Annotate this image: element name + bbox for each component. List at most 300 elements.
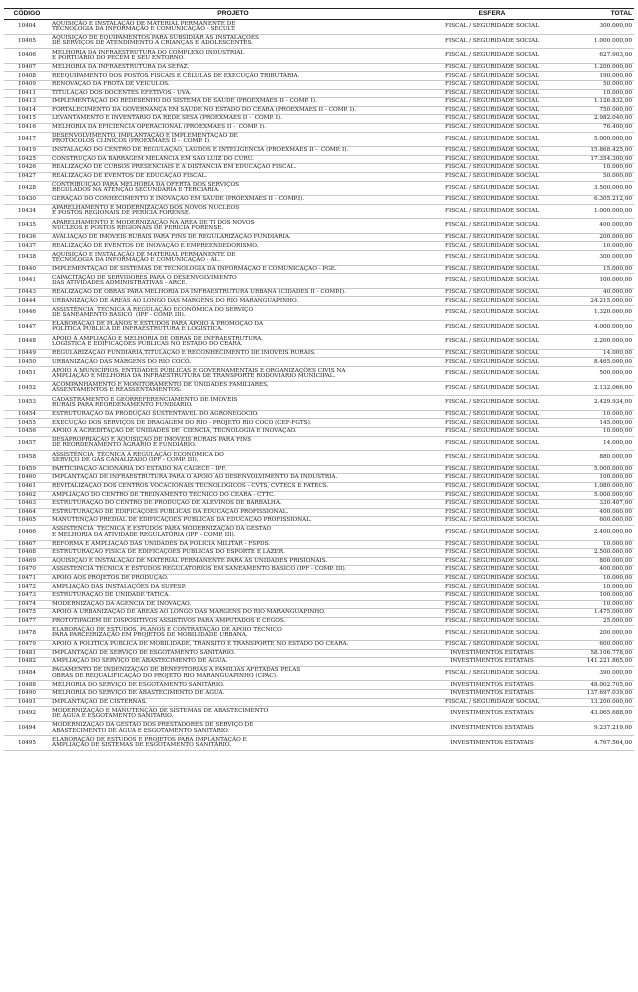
row-sphere: FISCAL / SEGURIDADE SOCIAL xyxy=(416,592,568,601)
row-sphere: FISCAL / SEGURIDADE SOCIAL xyxy=(416,49,568,64)
row-project: MELHORIA DA INFRAESTRUTURA DO COMPLEXO INDUSTRIAL E PORTUÁRIO DO PECÉM E SEU ENTORNO. xyxy=(50,49,416,64)
row-code: 10419 xyxy=(4,147,50,156)
table-row xyxy=(4,251,634,266)
table-row xyxy=(4,658,634,667)
row-code: 10448 xyxy=(4,335,50,350)
row-sphere: FISCAL / SEGURIDADE SOCIAL xyxy=(416,80,568,89)
row-project: FORTALECIMENTO DA GOVERNANÇA EM SAÚDE NO ESTADO DO CEARÁ (PROEXMAES II - COMP. I). xyxy=(50,106,416,115)
row-code: 10495 xyxy=(4,736,50,751)
row-total: 10.000,00 xyxy=(568,410,634,419)
row-sphere: FISCAL / SEGURIDADE SOCIAL xyxy=(416,367,568,382)
row-sphere: FISCAL / SEGURIDADE SOCIAL xyxy=(416,63,568,72)
row-total: 10.000,00 xyxy=(568,427,634,436)
row-total: 3.500.000,00 xyxy=(568,181,634,196)
row-sphere: FISCAL / SEGURIDADE SOCIAL xyxy=(416,525,568,540)
projects-table xyxy=(4,8,634,751)
row-total: 24.215.000,00 xyxy=(568,297,634,306)
table-row xyxy=(4,181,634,196)
row-project: DESENVOLVIMENTO, IMPLANTAÇÃO E IMPLEMENTAÇÃO DE PROTOCOLOS CLÍNICOS (PROEXMAES II - COMP. I). xyxy=(50,132,416,147)
row-project: MANUTENÇÃO PREDIAL DE EDIFICAÇÕES PÚBLICAS DA EDUCAÇÃO PROFISSIONAL. xyxy=(50,517,416,526)
row-total: 4.000.000,00 xyxy=(568,320,634,335)
table-row xyxy=(4,123,634,132)
row-code: 10438 xyxy=(4,251,50,266)
table-row xyxy=(4,626,634,641)
row-code: 10450 xyxy=(4,358,50,367)
row-total: 10.000,00 xyxy=(568,164,634,173)
row-project: MELHORIA DO SERVIÇO DE ESGOTAMENTO SANITÁRIO. xyxy=(50,681,416,690)
row-sphere: FISCAL / SEGURIDADE SOCIAL xyxy=(416,641,568,650)
row-total: 2.982.040,00 xyxy=(568,115,634,124)
row-project: AQUISIÇÃO E INSTALAÇÃO DE MATERIAL PERMANENTE DE TECNOLOGIA DA INFORMAÇÃO E COMUNICAÇÃO - SECULT. xyxy=(50,20,416,35)
row-sphere: FISCAL / SEGURIDADE SOCIAL xyxy=(416,465,568,474)
row-total: 330.407,00 xyxy=(568,500,634,509)
row-total: 750.000,00 xyxy=(568,106,634,115)
table-row xyxy=(4,20,634,35)
row-code: 10437 xyxy=(4,242,50,251)
row-project: CONTRIBUIÇÃO PARA MELHORIA DA OFERTA DOS SERVIÇOS REGULADOS NA ATENÇÃO SECUNDÁRIA E TERCIÁRIA. xyxy=(50,181,416,196)
row-sphere: FISCAL / SEGURIDADE SOCIAL xyxy=(416,233,568,242)
table-row xyxy=(4,381,634,396)
row-sphere: FISCAL / SEGURIDADE SOCIAL xyxy=(416,320,568,335)
row-code: 10426 xyxy=(4,164,50,173)
table-row xyxy=(4,592,634,601)
row-total: 390.000,00 xyxy=(568,666,634,681)
table-row xyxy=(4,49,634,64)
table-row xyxy=(4,690,634,699)
row-code: 10406 xyxy=(4,49,50,64)
row-project: GERAÇÃO DO CONHECIMENTO E INOVAÇÃO EM SAÚDE (PROEXMAES II - COMP.I). xyxy=(50,196,416,205)
row-project: ESTRUTURAÇÃO DO CENTRO DE PRODUÇÃO DE ALEVINOS DE BARBALHA. xyxy=(50,500,416,509)
row-sphere: FISCAL / SEGURIDADE SOCIAL xyxy=(416,540,568,549)
row-sphere: FISCAL / SEGURIDADE SOCIAL xyxy=(416,20,568,35)
row-total: 300.000,00 xyxy=(568,251,634,266)
row-sphere: FISCAL / SEGURIDADE SOCIAL xyxy=(416,451,568,466)
table-row xyxy=(4,34,634,49)
row-project: MODERNIZAÇÃO E MANUTENÇÃO DE SISTEMAS DE ABASTECIMENTO DE ÁGUA E ESGOTAMENTO SANITÁRIO. xyxy=(50,707,416,722)
row-project: ASSISTÊNCIA TÉCNICA À REGULAÇÃO ECONÔMICA DO SERVIÇO DE GÁS CANALIZADO (IPF - COMP. III). xyxy=(50,451,416,466)
row-project: RENOVAÇÃO DA FROTA DE VEÍCULOS. xyxy=(50,80,416,89)
row-code: 10477 xyxy=(4,617,50,626)
row-code: 10453 xyxy=(4,396,50,411)
table-row xyxy=(4,306,634,321)
table-row xyxy=(4,500,634,509)
table-row xyxy=(4,89,634,98)
table-row xyxy=(4,574,634,583)
row-sphere: FISCAL / SEGURIDADE SOCIAL xyxy=(416,288,568,297)
row-project: ELABORAÇÃO DE ESTUDOS E PROJETOS PARA IMPLANTAÇÃO E AMPLIAÇÃO DE SISTEMAS DE ESGOTAMENTO SANITÁRIO. xyxy=(50,736,416,751)
row-total: 1.320.000,00 xyxy=(568,306,634,321)
row-sphere: FISCAL / SEGURIDADE SOCIAL xyxy=(416,482,568,491)
table-row xyxy=(4,410,634,419)
row-sphere: FISCAL / SEGURIDADE SOCIAL xyxy=(416,626,568,641)
row-code: 10449 xyxy=(4,349,50,358)
row-code: 10478 xyxy=(4,626,50,641)
table-row xyxy=(4,491,634,500)
row-total: 1.080.000,00 xyxy=(568,482,634,491)
row-total: 2.400.000,00 xyxy=(568,525,634,540)
row-project: MODERNIZAÇÃO DA GESTÃO DOS PRESTADORES DE SERVIÇO DE ABASTECIMENTO DE ÁGUA E ESGOTAMENTO SANITÁRIO. xyxy=(50,721,416,736)
row-project: ESTRUTURAÇÃO DA PRODUÇÃO SUSTENTÁVEL DO AGRONEGÓCIO. xyxy=(50,410,416,419)
row-project: AMPLIAÇÃO DAS INSTALAÇÕES DA SUPESP. xyxy=(50,583,416,592)
table-row xyxy=(4,265,634,274)
row-code: 10470 xyxy=(4,566,50,575)
row-sphere: FISCAL / SEGURIDADE SOCIAL xyxy=(416,196,568,205)
table-row xyxy=(4,164,634,173)
row-sphere: FISCAL / SEGURIDADE SOCIAL xyxy=(416,306,568,321)
row-total: 2.132.066,00 xyxy=(568,381,634,396)
row-sphere: FISCAL / SEGURIDADE SOCIAL xyxy=(416,219,568,234)
row-project: REALIZAÇÃO DE OBRAS PARA MELHORIA DA INFRAESTRUTURA URBANA (CIDADES II - COMP.I). xyxy=(50,288,416,297)
row-sphere: FISCAL / SEGURIDADE SOCIAL xyxy=(416,115,568,124)
table-row xyxy=(4,297,634,306)
table-row xyxy=(4,196,634,205)
row-code: 10435 xyxy=(4,219,50,234)
row-project: TITULAÇÃO DOS DOCENTES EFETIVOS - UVA. xyxy=(50,89,416,98)
table-header-row xyxy=(4,9,634,20)
table-row xyxy=(4,72,634,81)
row-code: 10492 xyxy=(4,707,50,722)
row-project: ESTRUTURAÇÃO DE EDIFICAÇÕES PÚBLICAS DA EDUCAÇÃO PROFISSIONAL. xyxy=(50,508,416,517)
row-project: REGULARIZAÇÃO FUNDIÁRIA,TITULAÇÃO E RECONHECIMENTO DE IMÓVEIS RURAIS. xyxy=(50,349,416,358)
row-sphere: FISCAL / SEGURIDADE SOCIAL xyxy=(416,98,568,107)
row-code: 10455 xyxy=(4,419,50,428)
row-code: 10427 xyxy=(4,172,50,181)
row-sphere: FISCAL / SEGURIDADE SOCIAL xyxy=(416,474,568,483)
row-code: 10491 xyxy=(4,698,50,707)
row-project: APOIO AOS PROJETOS DE PRODUÇÃO. xyxy=(50,574,416,583)
row-total: 200.000,00 xyxy=(568,626,634,641)
row-total: 4.767.564,00 xyxy=(568,736,634,751)
row-total: 627.903,00 xyxy=(568,49,634,64)
table-row xyxy=(4,436,634,451)
row-sphere: FISCAL / SEGURIDADE SOCIAL xyxy=(416,381,568,396)
row-sphere: INVESTIMENTOS ESTATAIS xyxy=(416,681,568,690)
row-project: ASSISTÊNCIA TÉCNICA À REGULAÇÃO ECONÔMICA DO SERVIÇO DE SANEAMENTO BÁSICO (IPF - COMP. III). xyxy=(50,306,416,321)
row-total: 6.305.212,00 xyxy=(568,196,634,205)
table-row xyxy=(4,525,634,540)
row-code: 10484 xyxy=(4,666,50,681)
row-total: 400.000,00 xyxy=(568,508,634,517)
row-project: ESTRUTURAÇÃO DE UNIDADE TÁTICA. xyxy=(50,592,416,601)
row-project: CAPACITAÇÃO DE SERVIDORES PARA O DESENVOLVIMENTO DAS ATIVIDADES ADMINISTRATIVAS - ARCE. xyxy=(50,274,416,289)
header-project: PROJETO xyxy=(50,9,416,20)
row-sphere: INVESTIMENTOS ESTATAIS xyxy=(416,649,568,658)
row-sphere: FISCAL / SEGURIDADE SOCIAL xyxy=(416,335,568,350)
row-sphere: INVESTIMENTOS ESTATAIS xyxy=(416,707,568,722)
row-sphere: FISCAL / SEGURIDADE SOCIAL xyxy=(416,72,568,81)
row-total: 100.000,00 xyxy=(568,274,634,289)
row-sphere: FISCAL / SEGURIDADE SOCIAL xyxy=(416,181,568,196)
row-total: 800.000,00 xyxy=(568,557,634,566)
row-code: 10490 xyxy=(4,690,50,699)
row-project: REEQUIPAMENTO DOS POSTOS FISCAIS E CÉLULAS DE EXECUÇÃO TRIBUTÁRIA. xyxy=(50,72,416,81)
row-code: 10464 xyxy=(4,508,50,517)
row-sphere: FISCAL / SEGURIDADE SOCIAL xyxy=(416,172,568,181)
row-code: 10479 xyxy=(4,641,50,650)
row-total: 137.697.039,00 xyxy=(568,690,634,699)
row-project: AQUISIÇÃO E INSTALAÇÃO DE MATERIAL PERMANENTE DE TECNOLOGIA DA INFORMAÇÃO E COMUNICAÇÃO - AL. xyxy=(50,251,416,266)
row-code: 10472 xyxy=(4,583,50,592)
row-total: 9.237.219,00 xyxy=(568,721,634,736)
table-row xyxy=(4,427,634,436)
row-sphere: INVESTIMENTOS ESTATAIS xyxy=(416,658,568,667)
row-total: 880.000,00 xyxy=(568,451,634,466)
row-total: 200.000,00 xyxy=(568,233,634,242)
row-sphere: FISCAL / SEGURIDADE SOCIAL xyxy=(416,396,568,411)
row-code: 10413 xyxy=(4,98,50,107)
row-project: IMPLANTAÇÃO DE CISTERNAS. xyxy=(50,698,416,707)
row-project: IMPLEMENTAÇÃO DO REDESENHO DO SISTEMA DE SAÚDE (PROEXMAES II - COMP. I). xyxy=(50,98,416,107)
row-code: 10441 xyxy=(4,274,50,289)
table-row xyxy=(4,349,634,358)
row-code: 10482 xyxy=(4,658,50,667)
row-total: 400.000,00 xyxy=(568,219,634,234)
row-code: 10468 xyxy=(4,549,50,558)
row-project: CADASTRAMENTO E GEORREFERENCIAMENTO DE IMÓVEIS RURAIS PARA REORDENAMENTO FUNDIÁRIO. xyxy=(50,396,416,411)
row-total: 2.200.000,00 xyxy=(568,335,634,350)
row-code: 10417 xyxy=(4,132,50,147)
row-project: URBANIZAÇÃO DE ÁREAS AO LONGO DAS MARGENS DO RIO MARANGUAPINHO. xyxy=(50,297,416,306)
row-sphere: FISCAL / SEGURIDADE SOCIAL xyxy=(416,419,568,428)
row-sphere: FISCAL / SEGURIDADE SOCIAL xyxy=(416,274,568,289)
table-row xyxy=(4,609,634,618)
row-total: 48.002.705,00 xyxy=(568,681,634,690)
table-row xyxy=(4,666,634,681)
row-code: 10416 xyxy=(4,123,50,132)
row-project: AMPLIAÇÃO DO SERVIÇO DE ABASTECIMENTO DE ÁGUA. xyxy=(50,658,416,667)
row-code: 10471 xyxy=(4,574,50,583)
row-code: 10454 xyxy=(4,410,50,419)
row-code: 10407 xyxy=(4,63,50,72)
row-code: 10457 xyxy=(4,436,50,451)
row-total: 10.000,00 xyxy=(568,242,634,251)
row-total: 15.000,00 xyxy=(568,265,634,274)
table-row xyxy=(4,233,634,242)
table-row xyxy=(4,540,634,549)
row-total: 10.000,00 xyxy=(568,600,634,609)
row-code: 10469 xyxy=(4,557,50,566)
row-sphere: FISCAL / SEGURIDADE SOCIAL xyxy=(416,242,568,251)
row-project: REALIZAÇÃO DE EVENTOS DE EDUCAÇÃO FISCAL. xyxy=(50,172,416,181)
table-row xyxy=(4,63,634,72)
table-row xyxy=(4,172,634,181)
row-sphere: FISCAL / SEGURIDADE SOCIAL xyxy=(416,123,568,132)
row-total: 1.000.000,00 xyxy=(568,34,634,49)
row-sphere: INVESTIMENTOS ESTATAIS xyxy=(416,690,568,699)
row-sphere: FISCAL / SEGURIDADE SOCIAL xyxy=(416,251,568,266)
table-row xyxy=(4,115,634,124)
row-code: 10405 xyxy=(4,34,50,49)
table-row xyxy=(4,242,634,251)
row-sphere: FISCAL / SEGURIDADE SOCIAL xyxy=(416,549,568,558)
row-code: 10458 xyxy=(4,451,50,466)
row-sphere: FISCAL / SEGURIDADE SOCIAL xyxy=(416,666,568,681)
table-row xyxy=(4,147,634,156)
row-code: 10415 xyxy=(4,115,50,124)
table-row xyxy=(4,517,634,526)
row-total: 10.000,00 xyxy=(568,540,634,549)
row-total: 43.065.688,00 xyxy=(568,707,634,722)
row-total: 8.465.000,00 xyxy=(568,358,634,367)
row-project: LEVANTAMENTO E INVENTÁRIO DA REDE SESA (PROEXMAES II - COMP. I). xyxy=(50,115,416,124)
row-sphere: FISCAL / SEGURIDADE SOCIAL xyxy=(416,517,568,526)
row-code: 10467 xyxy=(4,540,50,549)
row-code: 10465 xyxy=(4,517,50,526)
row-sphere: FISCAL / SEGURIDADE SOCIAL xyxy=(416,600,568,609)
header-code: CÓDIGO xyxy=(4,9,50,20)
row-code: 10456 xyxy=(4,427,50,436)
row-code: 10488 xyxy=(4,681,50,690)
table-row xyxy=(4,508,634,517)
row-sphere: FISCAL / SEGURIDADE SOCIAL xyxy=(416,89,568,98)
row-code: 10409 xyxy=(4,80,50,89)
row-code: 10461 xyxy=(4,482,50,491)
row-total: 10.000,00 xyxy=(568,89,634,98)
row-project: IMPLANTAÇÃO DE SERVIÇO DE ESGOTAMENTO SANITÁRIO. xyxy=(50,649,416,658)
table-row xyxy=(4,132,634,147)
row-total: 15.868.425,00 xyxy=(568,147,634,156)
row-total: 600.000,00 xyxy=(568,517,634,526)
row-total: 300.000,00 xyxy=(568,20,634,35)
row-total: 17.354.300,00 xyxy=(568,155,634,164)
row-total: 14.000,00 xyxy=(568,349,634,358)
table-row xyxy=(4,204,634,219)
row-project: ACOMPANHAMENTO E MONITORAMENTO DE UNIDADES FAMILIARES, ASSENTAMENTOS E REASSENTAMENTOS. xyxy=(50,381,416,396)
row-sphere: FISCAL / SEGURIDADE SOCIAL xyxy=(416,297,568,306)
row-project: APARELHAMENTO E MODERNIZAÇÃO NA ÁREA DE TI DOS NOVOS NÚCLEOS E POSTOS REGIONAIS DE PERÍCIA FORENSE. xyxy=(50,219,416,234)
table-row xyxy=(4,617,634,626)
row-code: 10411 xyxy=(4,89,50,98)
table-row xyxy=(4,707,634,722)
row-project: ELABORAÇÃO DE ESTUDOS, PLANOS E CONTRATAÇÃO DE APOIO TÉCNICO PARA PARCEIRIZAÇÃO EM PROJETOS DE MOBILIDADE URBANA. xyxy=(50,626,416,641)
row-code: 10425 xyxy=(4,155,50,164)
row-code: 10436 xyxy=(4,233,50,242)
row-sphere: FISCAL / SEGURIDADE SOCIAL xyxy=(416,698,568,707)
row-code: 10475 xyxy=(4,609,50,618)
row-sphere: FISCAL / SEGURIDADE SOCIAL xyxy=(416,265,568,274)
table-row xyxy=(4,358,634,367)
row-sphere: FISCAL / SEGURIDADE SOCIAL xyxy=(416,609,568,618)
table-row xyxy=(4,451,634,466)
table-row xyxy=(4,320,634,335)
row-project: REALIZAÇÃO DE CURSOS PRESENCIAIS E A DISTÂNCIA EM EDUCAÇÃO FISCAL. xyxy=(50,164,416,173)
row-total: 100.000,00 xyxy=(568,474,634,483)
row-total: 25.000,00 xyxy=(568,617,634,626)
row-total: 13.200.000,00 xyxy=(568,698,634,707)
row-code: 10446 xyxy=(4,306,50,321)
row-project: MELHORIA DA EFICIÊNCIA OPERACIONAL (PROEXMAES II - COMP. I). xyxy=(50,123,416,132)
row-sphere: FISCAL / SEGURIDADE SOCIAL xyxy=(416,583,568,592)
row-total: 1.200.000,00 xyxy=(568,63,634,72)
table-row xyxy=(4,698,634,707)
row-code: 10404 xyxy=(4,20,50,35)
row-total: 1.000.000,00 xyxy=(568,204,634,219)
row-code: 10408 xyxy=(4,72,50,81)
row-code: 10460 xyxy=(4,474,50,483)
row-project: APOIO À URBANIZAÇÃO DE ÁREAS AO LONGO DAS MARGENS DO RIO MARANGUAPINHO. xyxy=(50,609,416,618)
row-project: ASSISTÊNCIA TÉCNICA E ESTUDOS PARA MODERNIZAÇÃO DA GESTÃO E MELHORIA DA ATIVIDADE REGULATÓRIA (IPF - COMP. III). xyxy=(50,525,416,540)
row-project: AMPLIAÇÃO DO CENTRO DE TREINAMENTO TÉCNICO DO CEARÁ - CTTC. xyxy=(50,491,416,500)
row-sphere: FISCAL / SEGURIDADE SOCIAL xyxy=(416,147,568,156)
row-sphere: FISCAL / SEGURIDADE SOCIAL xyxy=(416,106,568,115)
row-total: 145.000,00 xyxy=(568,419,634,428)
row-project: IMPLEMENTAÇÃO DE SISTEMAS DE TECNOLOGIA DA INFORMAÇÃO E COMUNICAÇÃO - PGE. xyxy=(50,265,416,274)
row-code: 10447 xyxy=(4,320,50,335)
table-row xyxy=(4,641,634,650)
row-code: 10474 xyxy=(4,600,50,609)
row-project: ESTRUTURAÇÃO FÍSICA DE EDIFICAÇÕES PÚBLICAS DO ESPORTE E LAZER. xyxy=(50,549,416,558)
row-project: INSTALAÇÃO DO CENTRO DE REGULAÇÃO, LAUDOS E INTELIGÊNCIA (PROEXMAES II - COMP. I). xyxy=(50,147,416,156)
row-sphere: FISCAL / SEGURIDADE SOCIAL xyxy=(416,132,568,147)
row-total: 190.000,00 xyxy=(568,72,634,81)
table-row xyxy=(4,335,634,350)
row-project: ASSISTÊNCIA TÉCNICA E ESTUDOS REGULATÓRIOS EM SANEAMENTO BÁSICO (IPF - COMP. III). xyxy=(50,566,416,575)
row-code: 10414 xyxy=(4,106,50,115)
row-sphere: FISCAL / SEGURIDADE SOCIAL xyxy=(416,436,568,451)
row-total: 14.000,00 xyxy=(568,436,634,451)
row-total: 2.500.000,00 xyxy=(568,549,634,558)
row-total: 40.000,00 xyxy=(568,288,634,297)
table-row xyxy=(4,274,634,289)
row-project: APOIO A MUNICÍPIOS, ENTIDADES PÚBLICAS E GOVERNAMENTAIS E ORGANIZAÇÕES CIVIS NA AMPLIAÇÃO E MELHORIA DA INFRAESTRUTURA DE TRANSPORTE RODOVIÁRIO MUNICIPAL. xyxy=(50,367,416,382)
row-code: 10473 xyxy=(4,592,50,601)
table-row xyxy=(4,736,634,751)
row-project: REALIZAÇÃO DE EVENTOS DE INOVAÇÃO E EMPREENDEDORISMO. xyxy=(50,242,416,251)
row-code: 10459 xyxy=(4,465,50,474)
row-project: APOIO À ACREDITAÇÃO DE UNIDADES DE CIÊNCIA, TECNOLOGIA E INOVAÇÃO. xyxy=(50,427,416,436)
row-code: 10434 xyxy=(4,204,50,219)
row-total: 5.000.000,00 xyxy=(568,132,634,147)
row-project: APOIO À AMPLIAÇÃO E MELHORIA DE OBRAS DE INFRAESTRUTURA, LOGÍSTICA E EDIFICAÇÕES PÚBLICAS NO ESTADO DO CEARÁ. xyxy=(50,335,416,350)
row-project: AVALIAÇÃO DE IMÓVEIS RURAIS PARA FINS DE REGULARIZAÇÃO FUNDIÁRIA. xyxy=(50,233,416,242)
table-row xyxy=(4,649,634,658)
table-row xyxy=(4,419,634,428)
row-sphere: FISCAL / SEGURIDADE SOCIAL xyxy=(416,491,568,500)
row-project: MELHORIA DA INFRAESTRUTURA DA SEFAZ. xyxy=(50,63,416,72)
table-row xyxy=(4,600,634,609)
row-total: 141.221.865,00 xyxy=(568,658,634,667)
row-project: AQUISIÇÃO DE EQUIPAMENTOS PARA SUBSIDIAR AS INSTALAÇÕES DE SERVIÇOS DE ATENDIMENTO A CRIANÇAS E ADOLESCENTES. xyxy=(50,34,416,49)
row-total: 50.000,00 xyxy=(568,172,634,181)
row-project: REFORMA E AMPLIAÇÃO DAS UNIDADES DA POLÍCIA MILITAR - FSPDS. xyxy=(50,540,416,549)
row-project: EXECUÇÃO DOS SERVIÇOS DE DRAGAGEM DO RIO - PROJETO RIO COCÓ (CEF-FGTS). xyxy=(50,419,416,428)
table-row xyxy=(4,155,634,164)
row-total: 5.000.000,00 xyxy=(568,465,634,474)
table-row xyxy=(4,721,634,736)
table-row xyxy=(4,474,634,483)
row-project: MODERNIZAÇÃO DA AGÊNCIA DE INOVAÇÃO. xyxy=(50,600,416,609)
row-total: 58.106.778,00 xyxy=(568,649,634,658)
header-sphere: ESFERA xyxy=(416,9,568,20)
table-row xyxy=(4,566,634,575)
row-total: 2.429.934,00 xyxy=(568,396,634,411)
row-total: 10.000,00 xyxy=(568,574,634,583)
row-total: 50.000,00 xyxy=(568,80,634,89)
row-total: 400.000,00 xyxy=(568,566,634,575)
row-project: REVITALIZAÇÃO DOS CENTROS VOCACIONAIS TECNOLÓGICOS - CVTS, CVTECS E FATECS. xyxy=(50,482,416,491)
row-sphere: FISCAL / SEGURIDADE SOCIAL xyxy=(416,349,568,358)
row-project: CONSTRUÇÃO DA BARRAGEM MELANCIA EM SÃO LUIZ DO CURU. xyxy=(50,155,416,164)
table-row xyxy=(4,288,634,297)
table-row xyxy=(4,549,634,558)
table-row xyxy=(4,367,634,382)
row-code: 10443 xyxy=(4,288,50,297)
row-total: 1.475.000,00 xyxy=(568,609,634,618)
row-sphere: FISCAL / SEGURIDADE SOCIAL xyxy=(416,566,568,575)
row-code: 10452 xyxy=(4,381,50,396)
row-code: 10440 xyxy=(4,265,50,274)
row-total: 500.000,00 xyxy=(568,367,634,382)
